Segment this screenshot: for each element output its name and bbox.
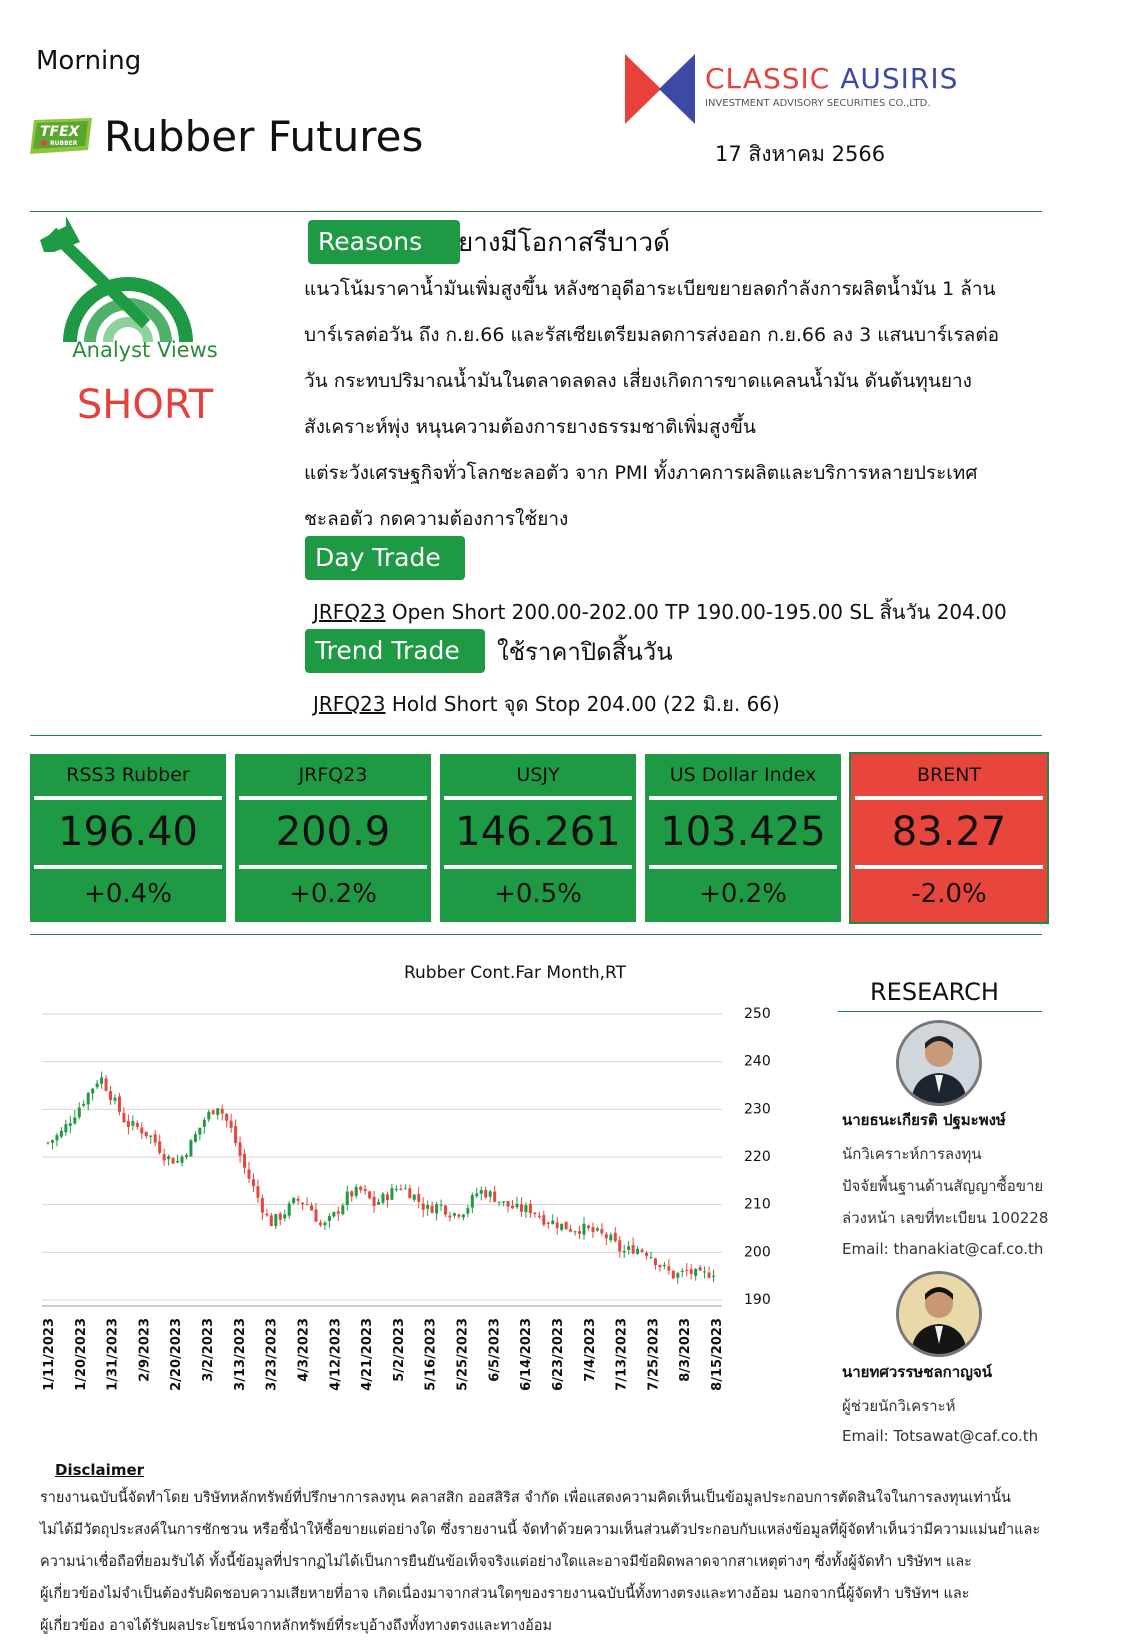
candle-body bbox=[158, 1141, 161, 1152]
quote-card-usjy bbox=[440, 754, 636, 922]
candle-body bbox=[440, 1205, 443, 1206]
candle-body bbox=[489, 1191, 492, 1196]
tfex-rubber-logo bbox=[28, 116, 94, 158]
y-tick-label: 220 bbox=[744, 1149, 771, 1165]
candle-body bbox=[529, 1204, 532, 1213]
quote-value: 83.27 bbox=[855, 796, 1043, 869]
candle-body bbox=[234, 1126, 237, 1143]
broker-logo-mark bbox=[625, 54, 695, 124]
quote-name: USJY bbox=[516, 764, 560, 786]
candle-body bbox=[583, 1224, 586, 1235]
candle-body bbox=[426, 1205, 429, 1209]
candle-body bbox=[475, 1193, 478, 1196]
divider bbox=[30, 735, 1042, 736]
researcher-name: นายธนะเกียรติ ปฐมะพงษ์ bbox=[842, 1111, 1006, 1129]
candle-body bbox=[332, 1212, 335, 1216]
disclaimer-line: ผู้เกี่ยวข้องไม่จำเป็นต้องรับผิดชอบความเสียหายที่อาจ เกิดเนื่องมาจากส่วนใดๆของรายงานฉบับนี้ทั้งทางตรงและทางอ้อม นอกจากนี้ผู้จัดทำ บริษัทฯ และ bbox=[40, 1586, 970, 1602]
candle-body bbox=[221, 1109, 224, 1114]
candle-body bbox=[105, 1078, 108, 1090]
candle-body bbox=[149, 1136, 152, 1137]
day-trade-plan: Open Short 200.00-202.00 TP 190.00-195.00 SL สิ้นวัน 204.00 bbox=[391, 600, 1007, 624]
candle-body bbox=[645, 1253, 648, 1256]
candle-body bbox=[462, 1215, 465, 1218]
candle-body bbox=[636, 1249, 639, 1254]
candle-body bbox=[140, 1127, 143, 1133]
quote-change: +0.4% bbox=[84, 879, 172, 909]
x-tick-label: 5/25/2023 bbox=[455, 1318, 471, 1391]
candle-body bbox=[176, 1161, 179, 1162]
candle-body bbox=[122, 1113, 125, 1122]
trend-trade-note: ใช้ราคาปิดสิ้นวัน bbox=[497, 638, 673, 666]
y-tick-label: 250 bbox=[744, 1006, 771, 1022]
candle-body bbox=[328, 1216, 331, 1221]
candle-body bbox=[198, 1128, 201, 1135]
candle-body bbox=[341, 1206, 344, 1215]
candle-body bbox=[516, 1204, 519, 1207]
candle-body bbox=[91, 1089, 94, 1094]
quote-change: -2.0% bbox=[911, 879, 987, 909]
assistant-email: Email: Totsawat@caf.co.th bbox=[842, 1427, 1039, 1445]
researcher-email: Email: thanakiat@caf.co.th bbox=[842, 1240, 1044, 1258]
candle-body bbox=[578, 1231, 581, 1234]
candle-body bbox=[377, 1202, 380, 1204]
day-trade-contract: JRFQ23 bbox=[313, 600, 386, 624]
x-tick-label: 3/13/2023 bbox=[232, 1318, 248, 1391]
quote-card-jrfq23 bbox=[235, 754, 431, 922]
stance-label: SHORT bbox=[76, 382, 214, 428]
x-tick-label: 7/4/2023 bbox=[582, 1318, 598, 1382]
candle-body bbox=[323, 1223, 326, 1226]
y-tick-label: 200 bbox=[744, 1244, 771, 1261]
candle-body bbox=[167, 1156, 170, 1159]
rubber-candlestick-chart bbox=[30, 990, 830, 1460]
candle-body bbox=[64, 1124, 67, 1132]
report-date: 17 สิงหาคม 2566 bbox=[715, 142, 886, 166]
x-tick-label: 4/12/2023 bbox=[328, 1318, 344, 1391]
candle-body bbox=[207, 1112, 210, 1120]
quote-value: 196.40 bbox=[34, 796, 222, 869]
candle-body bbox=[212, 1110, 215, 1114]
candle-body bbox=[252, 1179, 255, 1186]
quote-card-rss3 bbox=[30, 754, 226, 922]
researcher-title: นักวิเคราะห์การลงทุน bbox=[842, 1145, 982, 1163]
broker-subtitle: INVESTMENT ADVISORY SECURITIES CO.,LTD. bbox=[705, 98, 931, 109]
candle-body bbox=[596, 1228, 599, 1230]
candle-body bbox=[417, 1194, 420, 1202]
chart-title: Rubber Cont.Far Month,RT bbox=[403, 963, 627, 983]
reason-line: แนวโน้มราคาน้ำมันเพิ่มสูงขึ้น หลังซาอุดีอาระเบียขยายลดกำลังการผลิตน้ำมัน 1 ล้าน bbox=[304, 278, 996, 300]
candle-body bbox=[87, 1093, 90, 1104]
candle-body bbox=[623, 1251, 626, 1252]
candle-body bbox=[609, 1235, 612, 1240]
candle-body bbox=[457, 1215, 460, 1217]
candle-body bbox=[569, 1229, 572, 1231]
x-tick-label: 2/20/2023 bbox=[169, 1318, 185, 1391]
candle-body bbox=[507, 1201, 510, 1206]
candle-body bbox=[189, 1140, 192, 1156]
candle-body bbox=[565, 1222, 568, 1230]
quote-card-usd-index bbox=[645, 754, 841, 922]
candle-body bbox=[292, 1198, 295, 1203]
x-tick-label: 6/14/2023 bbox=[519, 1318, 535, 1391]
person-avatar-icon bbox=[899, 1023, 979, 1103]
candle-body bbox=[100, 1077, 103, 1083]
quote-change: +0.5% bbox=[494, 879, 582, 909]
x-tick-label: 5/16/2023 bbox=[423, 1318, 439, 1391]
candle-body bbox=[498, 1202, 501, 1203]
disclaimer-body bbox=[40, 1482, 1080, 1642]
trend-trade-contract: JRFQ23 bbox=[313, 692, 386, 716]
candle-body bbox=[350, 1191, 353, 1196]
reason-line: บาร์เรลต่อวัน ถึง ก.ย.66 และรัสเซียเตรียมลดการส่งออก ก.ย.66 ลง 3 แสนบาร์เรลต่อ bbox=[304, 324, 1000, 346]
candle-body bbox=[136, 1123, 139, 1127]
x-tick-label: 7/13/2023 bbox=[614, 1318, 630, 1391]
candle-body bbox=[533, 1213, 536, 1214]
day-trade-line bbox=[313, 596, 1007, 628]
day-trade-tag: Day Trade bbox=[305, 536, 465, 580]
candle-body bbox=[404, 1188, 407, 1189]
candle-body bbox=[73, 1117, 76, 1123]
candle-body bbox=[538, 1216, 541, 1217]
candle-body bbox=[413, 1195, 416, 1200]
reason-line: ชะลอตัว กดความต้องการใช้ยาง bbox=[304, 508, 569, 530]
quote-value: 200.9 bbox=[239, 796, 427, 869]
candle-body bbox=[315, 1210, 318, 1222]
candle-body bbox=[574, 1231, 577, 1232]
candle-body bbox=[667, 1266, 670, 1270]
candle-body bbox=[47, 1142, 50, 1143]
candle-body bbox=[663, 1265, 666, 1266]
candle-body bbox=[618, 1240, 621, 1251]
candle-body bbox=[658, 1265, 661, 1267]
candle-body bbox=[650, 1257, 653, 1258]
quote-card-brent bbox=[849, 752, 1049, 924]
candle-body bbox=[109, 1091, 112, 1100]
candle-body bbox=[306, 1204, 309, 1205]
candle-body bbox=[279, 1214, 282, 1220]
divider bbox=[30, 934, 1042, 935]
candle-body bbox=[185, 1155, 188, 1157]
x-tick-label: 1/11/2023 bbox=[42, 1318, 57, 1391]
quote-change: +0.2% bbox=[699, 879, 787, 909]
avatar bbox=[896, 1020, 982, 1106]
candle-body bbox=[542, 1215, 545, 1224]
candle-body bbox=[216, 1108, 219, 1115]
x-tick-label: 2/9/2023 bbox=[137, 1318, 153, 1382]
disclaimer-line: ความน่าเชื่อถือที่ยอมรับได้ ทั้งนี้ข้อมูลที่ปรากฏไม่ได้เป็นการยืนยันข้อเท็จจริงแต่อย่างใดและอาจมีข้อผิดพลาดจากสาเหตุต่างๆ ซึ่งทั้งผู้จัดทำ บริษัทฯ และ bbox=[40, 1554, 972, 1570]
candle-body bbox=[502, 1201, 505, 1202]
candle-body bbox=[449, 1216, 452, 1218]
reasons-tag: Reasons bbox=[308, 220, 460, 264]
candle-body bbox=[230, 1121, 233, 1128]
quote-value: 103.425 bbox=[649, 796, 837, 869]
candle-body bbox=[239, 1142, 242, 1155]
candle-body bbox=[511, 1206, 514, 1209]
candle-body bbox=[560, 1224, 563, 1230]
x-tick-label: 4/3/2023 bbox=[296, 1318, 312, 1382]
candle-body bbox=[243, 1154, 246, 1168]
candle-body bbox=[297, 1199, 300, 1201]
x-tick-label: 1/20/2023 bbox=[73, 1318, 89, 1391]
candle-body bbox=[194, 1134, 197, 1142]
candle-body bbox=[431, 1206, 434, 1213]
x-tick-label: 3/23/2023 bbox=[264, 1318, 280, 1391]
researcher-detail: ปัจจัยพื้นฐานด้านสัญญาซื้อขาย bbox=[842, 1177, 1044, 1195]
candle-body bbox=[708, 1272, 711, 1277]
quote-name: RSS3 Rubber bbox=[66, 764, 190, 786]
quote-name: BRENT bbox=[916, 764, 982, 786]
candle-body bbox=[382, 1194, 385, 1203]
quote-name: JRFQ23 bbox=[298, 764, 368, 786]
disclaimer-line: ไม่ได้มีวัตถุประสงค์ในการชักชวน หรือชี้นำให้ซื้อขายแต่อย่างใด ซึ่งรายงานนี้ จัดทำด้วยความเห็นส่วนตัวประกอบกับแหล่งข้อมูลที่ผู้จัดทำเห็นว่ามีความแม่นยำและ bbox=[40, 1522, 1041, 1538]
candle-body bbox=[600, 1229, 603, 1233]
candle-body bbox=[408, 1188, 411, 1198]
candle-body bbox=[520, 1204, 523, 1211]
candle-body bbox=[471, 1195, 474, 1207]
x-tick-label: 1/31/2023 bbox=[105, 1318, 121, 1391]
candle-body bbox=[399, 1189, 402, 1190]
candle-body bbox=[551, 1221, 554, 1224]
reason-line: แต่ระวังเศรษฐกิจทั่วโลกชะลอตัว จาก PMI ทั้งภาคการผลิตและบริการหลายประเทศ bbox=[304, 462, 978, 484]
candle-body bbox=[127, 1121, 130, 1127]
candle-body bbox=[395, 1189, 398, 1190]
trend-trade-tag: Trend Trade bbox=[305, 629, 485, 673]
candle-body bbox=[627, 1246, 630, 1250]
candle-body bbox=[256, 1186, 259, 1197]
x-tick-label: 4/21/2023 bbox=[360, 1318, 376, 1391]
candle-body bbox=[685, 1270, 688, 1271]
candle-body bbox=[373, 1197, 376, 1206]
candle-body bbox=[60, 1131, 63, 1137]
candle-body bbox=[283, 1214, 286, 1218]
y-tick-label: 190 bbox=[744, 1292, 771, 1308]
candle-body bbox=[225, 1114, 228, 1121]
edition-label: Morning bbox=[36, 46, 142, 76]
candle-body bbox=[591, 1227, 594, 1232]
candle-body bbox=[203, 1120, 206, 1127]
candle-body bbox=[690, 1269, 693, 1274]
y-tick-label: 210 bbox=[744, 1196, 771, 1213]
candle-body bbox=[69, 1123, 72, 1126]
trend-trade-plan: Hold Short จุด Stop 204.00 (22 มิ.ย. 66) bbox=[391, 692, 780, 716]
candle-body bbox=[681, 1271, 684, 1272]
quote-name: US Dollar Index bbox=[669, 764, 817, 786]
candle-body bbox=[55, 1135, 58, 1140]
candle-body bbox=[131, 1121, 134, 1126]
candle-body bbox=[359, 1187, 362, 1190]
candle-body bbox=[676, 1273, 679, 1277]
candle-body bbox=[96, 1083, 99, 1087]
candle-body bbox=[337, 1211, 340, 1213]
candle-body bbox=[154, 1134, 157, 1142]
x-tick-label: 6/5/2023 bbox=[487, 1318, 503, 1382]
candle-body bbox=[484, 1190, 487, 1197]
svg-text:RUBBER: RUBBER bbox=[50, 140, 78, 147]
candle-body bbox=[163, 1154, 166, 1160]
x-tick-label: 7/25/2023 bbox=[646, 1318, 662, 1391]
assistant-title: ผู้ช่วยนักวิเคราะห์ bbox=[842, 1397, 956, 1415]
candle-body bbox=[587, 1226, 590, 1229]
candle-body bbox=[632, 1245, 635, 1254]
candle-body bbox=[114, 1098, 117, 1101]
x-tick-label: 6/23/2023 bbox=[550, 1318, 566, 1391]
candle-body bbox=[547, 1223, 550, 1224]
candle-body bbox=[288, 1204, 291, 1216]
candle-body bbox=[386, 1194, 389, 1200]
candle-body bbox=[712, 1276, 715, 1277]
broker-name: CLASSIC AUSIRIS bbox=[705, 62, 959, 95]
candle-body bbox=[261, 1198, 264, 1212]
candle-body bbox=[480, 1190, 483, 1194]
candle-body bbox=[614, 1233, 617, 1241]
candle-body bbox=[364, 1189, 367, 1191]
candle-body bbox=[699, 1267, 702, 1270]
candle-body bbox=[181, 1157, 184, 1163]
researcher-license: ล่วงหน้า เลขที่ทะเบียน 100228 bbox=[842, 1209, 1049, 1227]
candle-body bbox=[346, 1192, 349, 1205]
candle-body bbox=[319, 1223, 322, 1226]
candle-body bbox=[641, 1250, 644, 1252]
divider bbox=[838, 1011, 1042, 1012]
candle-body bbox=[82, 1104, 85, 1106]
disclaimer-line: ผู้เกี่ยวข้อง อาจได้รับผลประโยชน์จากหลักทรัพย์ที่ระบุอ้างถึงทั้งทางตรงและทางอ้อม bbox=[40, 1618, 553, 1634]
candle-body bbox=[654, 1258, 657, 1265]
candle-body bbox=[368, 1191, 371, 1198]
candle-body bbox=[422, 1204, 425, 1210]
person-avatar-icon bbox=[899, 1274, 979, 1354]
candle-body bbox=[248, 1169, 251, 1178]
candle-body bbox=[466, 1208, 469, 1213]
analyst-views-label: Analyst Views bbox=[72, 338, 218, 362]
y-tick-label: 240 bbox=[744, 1053, 771, 1070]
trend-trade-line bbox=[313, 688, 780, 720]
candle-body bbox=[694, 1269, 697, 1276]
reasons-body bbox=[304, 266, 1114, 542]
candle-body bbox=[556, 1223, 559, 1228]
research-heading: RESEARCH bbox=[870, 978, 999, 1006]
x-tick-label: 8/3/2023 bbox=[678, 1318, 694, 1382]
candle-body bbox=[118, 1097, 121, 1112]
candle-body bbox=[524, 1205, 527, 1212]
page-title: Rubber Futures bbox=[104, 112, 424, 161]
candle-body bbox=[78, 1107, 81, 1117]
avatar bbox=[896, 1271, 982, 1357]
disclaimer-line: รายงานฉบับนี้จัดทำโดย บริษัทหลักทรัพย์ที่ปรึกษาการลงทุน คลาสสิก ออสสิริส จำกัด เพื่อแสดงความคิดเห็นเป็นข้อมูลประกอบการตัดสินใจในการลงทุนเท่านั้น bbox=[40, 1490, 1011, 1506]
candle-body bbox=[301, 1203, 304, 1205]
candle-body bbox=[310, 1206, 313, 1211]
candle-body bbox=[672, 1271, 675, 1279]
candle-body bbox=[145, 1132, 148, 1136]
candle-body bbox=[493, 1192, 496, 1202]
quote-value: 146.261 bbox=[444, 796, 632, 869]
candle-body bbox=[270, 1215, 273, 1226]
reason-line: วัน กระทบปริมาณน้ำมันในตลาดลดลง เสี่ยงเกิดการขาดแคลนน้ำมัน ดันต้นทุนยาง bbox=[304, 370, 972, 392]
candle-body bbox=[172, 1158, 175, 1163]
candle-body bbox=[605, 1234, 608, 1238]
x-tick-label: 3/2/2023 bbox=[201, 1318, 217, 1382]
candle-body bbox=[703, 1271, 706, 1272]
reasons-headline: ยางมีโอกาสรีบาวด์ bbox=[458, 228, 671, 258]
candle-body bbox=[390, 1188, 393, 1200]
candle-body bbox=[435, 1204, 438, 1213]
quote-change: +0.2% bbox=[289, 879, 377, 909]
candle-body bbox=[453, 1213, 456, 1216]
x-tick-label: 5/2/2023 bbox=[391, 1318, 407, 1382]
candle-body bbox=[274, 1214, 277, 1226]
candle-body bbox=[51, 1140, 54, 1143]
y-tick-label: 230 bbox=[744, 1101, 771, 1118]
disclaimer-title: Disclaimer bbox=[55, 1461, 145, 1479]
candle-body bbox=[265, 1214, 268, 1216]
candle-body bbox=[444, 1206, 447, 1215]
reason-line: สังเคราะห์พุ่ง หนุนความต้องการยางธรรมชาติเพิ่มสูงขึ้น bbox=[304, 416, 756, 438]
x-tick-label: 8/15/2023 bbox=[710, 1318, 725, 1391]
assistant-name: นายทศวรรษชลกาญจน์ bbox=[842, 1363, 992, 1381]
candle-body bbox=[355, 1187, 358, 1196]
svg-text:TFEX: TFEX bbox=[40, 124, 80, 140]
